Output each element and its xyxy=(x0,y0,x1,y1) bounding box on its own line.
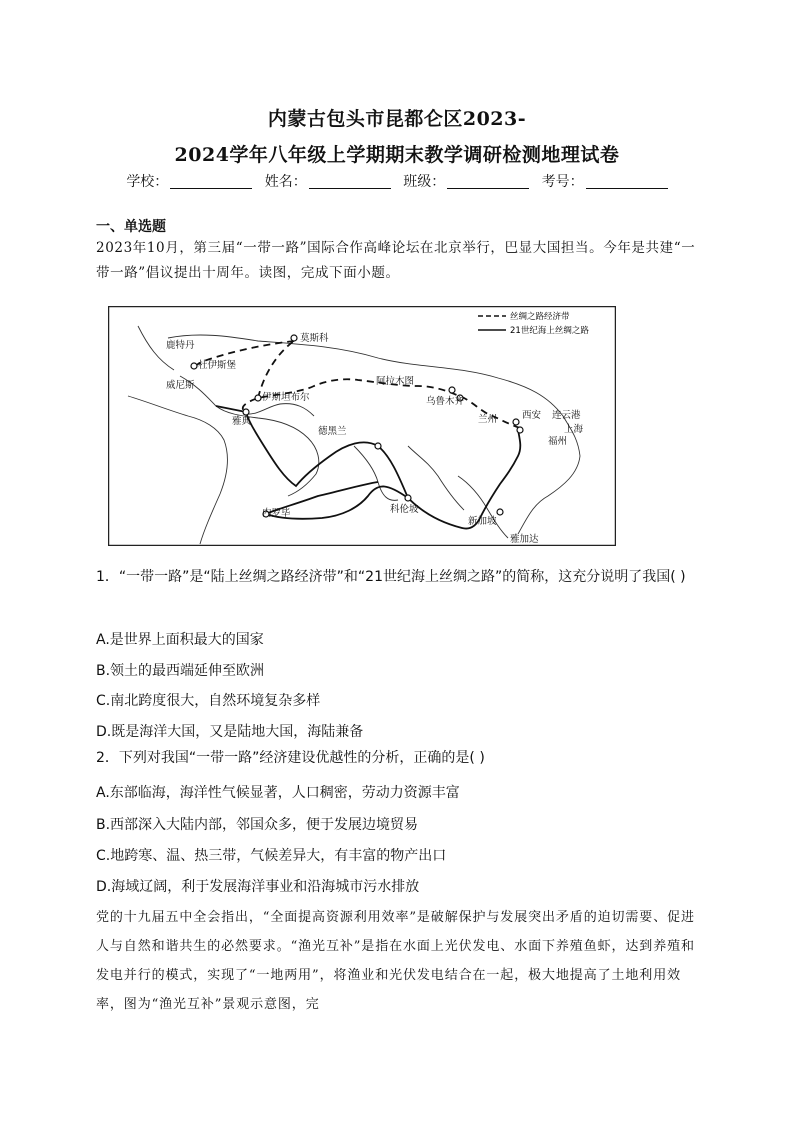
label-fuzhou: 福州 xyxy=(548,436,568,447)
label-singapore: 新加坡 xyxy=(468,516,497,527)
name-blank[interactable] xyxy=(309,188,391,189)
question-intro-2: 党的十九届五中全会指出，“全面提高资源利用效率”是破解保护与发展突出矛盾的迫切需要、促进人与自然和谐共生的必然要求。“渔光互补”是指在水面上光伏发电、水面下养殖鱼虾，达到养殖和发电并行的模式，实现了“一地两用”，将渔业和光伏发电结合在一起，极大地提高了土地利用效率，图为“渔光互补”景观示意图，完 xyxy=(96,910,695,1012)
exam-title-line1: 内蒙古包头市昆都仑区2023- xyxy=(267,108,527,130)
question-intro: 2023年10月，第三届“一带一路”国际合作高峰论坛在北京举行，巴显大国担当。今年是共建“一带一路”倡议提出十周年。读图，完成下面小题。 xyxy=(96,240,696,281)
school-label: 学校： xyxy=(126,174,169,190)
question-2-option-a[interactable]: A.东部临海，海洋性气候显著，人口稠密，劳动力资源丰富 xyxy=(96,785,460,801)
label-jakarta: 雅加达 xyxy=(510,534,539,545)
label-colombo: 科伦坡 xyxy=(390,504,419,515)
label-lanzhou: 兰州 xyxy=(478,414,498,425)
class-field[interactable] xyxy=(403,174,529,190)
belt-and-road-map xyxy=(108,306,616,546)
legend-land-label: 丝绸之路经济带 xyxy=(510,312,570,322)
exam-number-field[interactable] xyxy=(542,174,668,190)
question-2-option-c[interactable]: C.地跨寒、温、热三带，气候差异大，有丰富的物产出口 xyxy=(96,848,447,864)
legend-sea-label: 21世纪海上丝绸之路 xyxy=(510,326,589,336)
label-nairobi: 内罗毕 xyxy=(262,508,291,519)
student-info-fields xyxy=(0,171,794,191)
label-xian: 西安 xyxy=(522,410,542,421)
question-2-option-b[interactable]: B.西部深入大陆内部，邻国众多，便于发展边境贸易 xyxy=(96,817,419,833)
exam-number-blank[interactable] xyxy=(586,188,668,189)
label-athens: 雅典 xyxy=(232,416,252,427)
exam-number-label: 考号： xyxy=(541,174,584,190)
class-blank[interactable] xyxy=(447,188,529,189)
school-field[interactable] xyxy=(126,174,252,190)
question-1-option-c[interactable]: C.南北跨度很大，自然环境复杂多样 xyxy=(96,693,321,709)
label-almaty: 阿拉木图 xyxy=(376,376,415,387)
label-shanghai: 上海 xyxy=(564,424,584,435)
question-1-option-b[interactable]: B.领土的最西端延伸至欧洲 xyxy=(96,663,265,679)
question-1-option-a[interactable]: A.是世界上面积最大的国家 xyxy=(96,632,264,648)
label-tehran: 德黑兰 xyxy=(318,426,347,437)
label-moscow: 莫斯科 xyxy=(300,333,329,344)
section-title: 一、单选题 xyxy=(96,219,166,235)
school-blank[interactable] xyxy=(170,188,252,189)
question-2-option-d[interactable]: D.海域辽阔，利于发展海洋事业和沿海城市污水排放 xyxy=(96,879,420,895)
label-istanbul: 伊斯坦布尔 xyxy=(262,392,310,403)
class-label: 班级： xyxy=(403,174,446,190)
exam-title-line2: 2024学年八年级上学期期末教学调研检测地理试卷 xyxy=(174,144,620,166)
label-lianyungang: 连云港 xyxy=(552,410,581,421)
label-venice: 威尼斯 xyxy=(166,380,195,391)
name-field[interactable] xyxy=(265,174,391,190)
label-rotterdam: 鹿特丹 xyxy=(166,340,195,351)
question-1-stem: 1．“一带一路”是“陆上丝绸之路经济带”和“21世纪海上丝绸之路”的简称，这充分说明了我国( ) xyxy=(96,569,686,585)
question-1-option-d[interactable]: D.既是海洋大国，又是陆地大国，海陆兼备 xyxy=(96,724,364,740)
name-label: 姓名： xyxy=(264,174,307,190)
question-2-stem: 2．下列对我国“一带一路”经济建设优越性的分析，正确的是( ) xyxy=(96,750,485,766)
label-urumqi: 乌鲁木齐 xyxy=(426,396,465,407)
label-duisburg: 杜伊斯堡 xyxy=(198,360,237,371)
